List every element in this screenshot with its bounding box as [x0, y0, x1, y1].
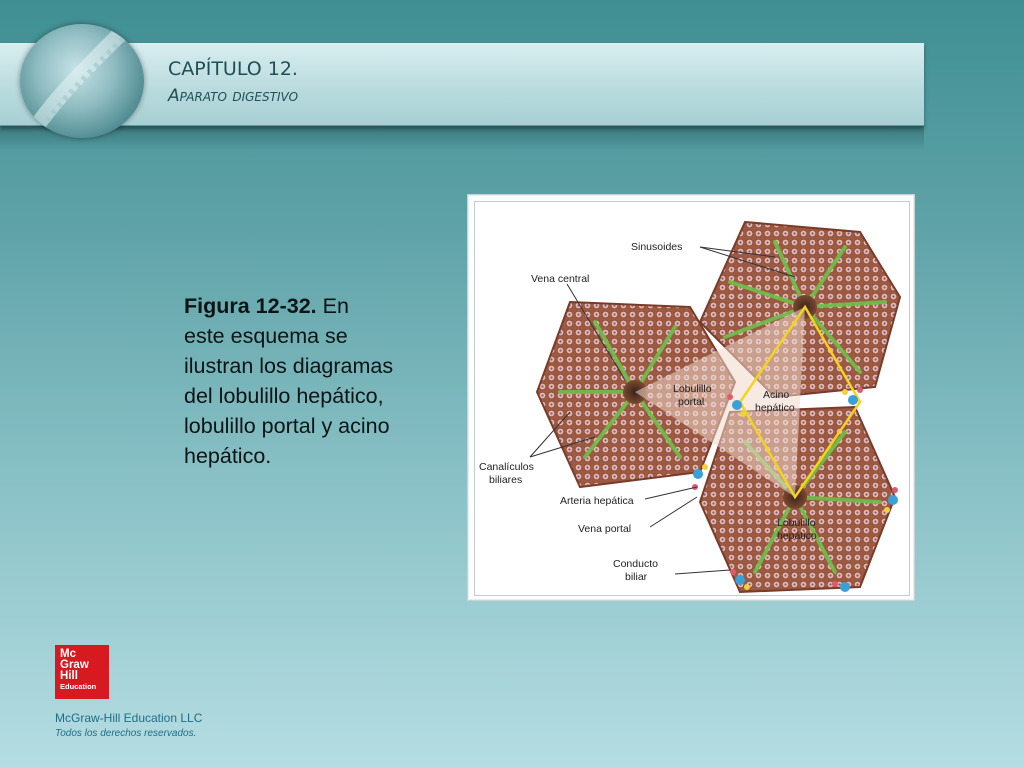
- label-canaliculos-1: Canalículos: [479, 461, 534, 473]
- figure-label: Figura 12-32.: [184, 294, 317, 318]
- label-lobulillo-hepatico-1: Lobulillo: [777, 517, 816, 529]
- mcgraw-hill-logo: [55, 645, 109, 699]
- label-acino-1: Acino: [763, 389, 790, 401]
- figure-caption: [184, 291, 394, 471]
- logo-line-2: Graw: [60, 659, 89, 671]
- label-arteria-hepatica: Arteria hepática: [560, 495, 634, 507]
- label-canaliculos-2: biliares: [489, 474, 523, 486]
- label-lobulillo-portal-2: portal: [678, 396, 705, 408]
- chapter-subtitle: Aparato digestivo: [168, 86, 299, 106]
- figure-caption-text: En este esquema se ilustran los diagramas del lobulillo hepático, lobulillo portal y acino hepático.: [184, 294, 394, 468]
- label-vena-portal: Vena portal: [578, 523, 632, 535]
- figure-frame: [467, 194, 915, 601]
- label-vena-central: Vena central: [531, 273, 590, 285]
- rights-reserved: Todos los derechos reservados.: [55, 728, 197, 739]
- label-conducto-1: Conducto: [613, 558, 658, 570]
- label-lobulillo-portal-1: Lobulillo: [673, 383, 712, 395]
- label-sinusoides: Sinusoides: [631, 241, 683, 253]
- logo-line-1: Mc: [60, 648, 76, 660]
- chromosome-globe-icon: [20, 24, 144, 138]
- logo-line-4: Education: [60, 682, 97, 691]
- company-name: McGraw-Hill Education LLC: [55, 711, 203, 725]
- label-acino-2: hepático: [755, 402, 795, 414]
- header-shadow: [0, 125, 924, 151]
- label-conducto-2: biliar: [625, 571, 648, 583]
- liver-lobule-diagram: [474, 201, 910, 596]
- label-lobulillo-hepatico-2: hepático: [777, 530, 817, 542]
- logo-line-3: Hill: [60, 670, 78, 682]
- chapter-title: CAPÍTULO 12.: [168, 58, 298, 80]
